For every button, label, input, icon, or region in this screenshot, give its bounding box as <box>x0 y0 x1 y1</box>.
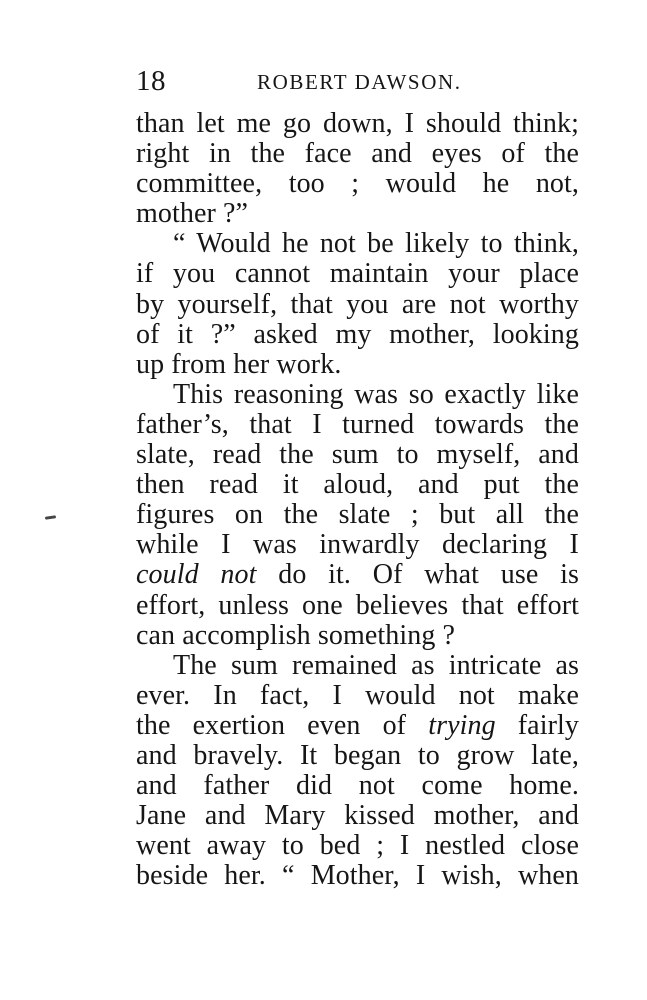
text-line: than let me go down, I should think; <box>136 108 579 139</box>
italic-emphasis: trying <box>428 709 496 741</box>
text-line: Jane and Mary kissed mother, and <box>136 800 579 832</box>
text-line: father’s, that I turned towards the <box>136 408 579 440</box>
italic-emphasis: could not <box>136 559 257 591</box>
page-number: 18 <box>136 65 166 97</box>
text-run: fairly <box>495 709 579 741</box>
text-line: and father did not come home. <box>136 770 579 802</box>
text-line: mother ?” <box>136 198 249 230</box>
text-line: effort, unless one believes that effort <box>136 589 579 621</box>
margin-ink-mark <box>45 515 56 520</box>
text-line: up from her work. <box>136 348 342 380</box>
text-line: by yourself, that you are not worthy <box>136 288 579 320</box>
text-line: then read it aloud, and put the <box>136 469 579 501</box>
text-line: right in the face and eyes of the <box>136 138 579 170</box>
text-line: went away to bed ; I nestled close <box>136 830 579 862</box>
text-line: if you cannot maintain your place <box>136 258 579 290</box>
text-line: of it ?” asked my mother, looking <box>136 318 579 350</box>
text-line <box>136 711 579 741</box>
text-line <box>136 560 579 590</box>
text-line: This reasoning was so exactly like <box>173 378 579 410</box>
text-line: while I was inwardly declaring I <box>136 529 579 561</box>
text-line: can accomplish something ? <box>136 619 456 651</box>
text-line: “ Would he not be likely to think, <box>173 228 579 260</box>
text-line: and bravely. It began to grow late, <box>136 739 579 771</box>
text-line: ever. In fact, I would not make <box>136 679 579 711</box>
text-line: committee, too ; would he not, <box>136 168 579 200</box>
running-title: ROBERT DAWSON. <box>257 70 462 94</box>
text-line: slate, read the sum to myself, and <box>136 439 579 471</box>
text-line: figures on the slate ; but all the <box>136 499 579 531</box>
body-text <box>136 109 579 891</box>
running-head <box>136 64 579 98</box>
text-run: the exertion even of <box>136 709 429 741</box>
text-line: beside her. “ Mother, I wish, when <box>136 860 579 892</box>
text-line: The sum remained as intricate as <box>173 649 579 681</box>
text-run: do it. Of what use is <box>256 559 579 591</box>
